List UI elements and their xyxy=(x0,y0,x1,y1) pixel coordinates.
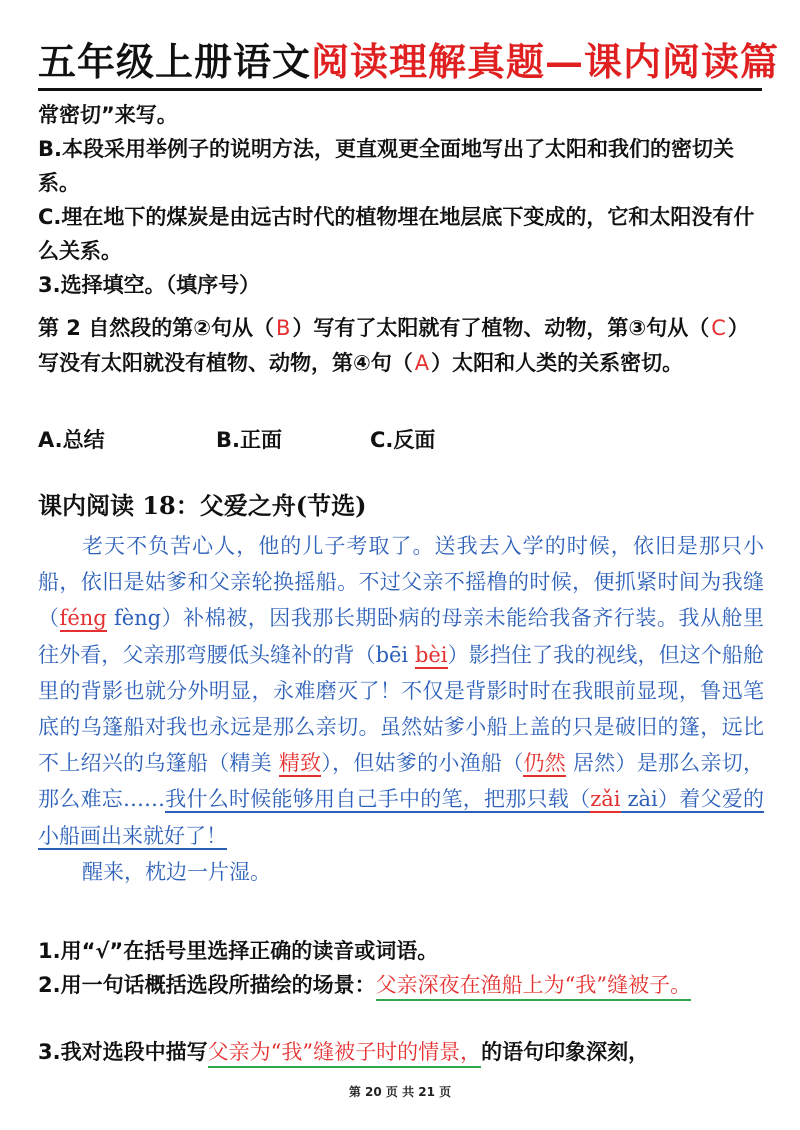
title-divider xyxy=(38,88,762,91)
question-2-answer: 父亲深夜在渔船上为“我”缝被子。 xyxy=(376,973,691,1001)
page-title xyxy=(38,38,779,86)
title-black-part: 五年级上册语文 xyxy=(38,39,312,84)
question-3-tail: 的语句印象深刻， xyxy=(481,1040,650,1064)
word-juran: 居然 xyxy=(572,751,616,776)
question-2 xyxy=(38,968,764,1002)
word-jingzhi: 精致 xyxy=(278,751,322,776)
title-red-part: 阅读理解真题—课内阅读篇 xyxy=(311,39,780,84)
word-rengran: 仍然 xyxy=(523,751,566,776)
passage-text: ）补棉被，因我那长期卧病的母亲未能给我备齐行装。我从舱里往外看，父亲那弯腰低头缝补的背（ xyxy=(38,606,765,667)
pinyin-bei-2: bèi xyxy=(414,642,448,667)
pinyin-zai-2: zài xyxy=(627,787,658,812)
option-c-text: C.埋在地下的煤炭是由远古时代的植物埋在地层底下变成的，它和太阳没有什么关系。 xyxy=(38,205,755,263)
passage-text: ）是那么亲切，那么难忘…… xyxy=(38,751,765,812)
pinyin-feng-1: féng xyxy=(59,606,107,631)
page-number: 第 20 页 共 21 页 xyxy=(348,1085,452,1099)
option-b-text: B.本段采用举例子的说明方法，更直观更全面地写出了太阳和我们的密切关系。 xyxy=(38,137,734,195)
q3-fill-label: 3.选择填空。（填序号） xyxy=(38,273,261,297)
question-1: 1.用“√”在括号里选择正确的读音或词语。 xyxy=(38,939,439,963)
passage-text: 老天不负苦心人，他的儿子考取了。送我去入学的时候，依旧是那只小船，依旧是姑爹和父亲轮换摇船。不过父亲不摇橹的时候，便抓紧时间为我缝（ xyxy=(38,534,764,631)
prev-line-cont: 常密切”来写。 xyxy=(38,103,178,127)
question-3 xyxy=(38,1035,764,1069)
q3-text-3: ）写没有太阳就没有植物、动物，第④句（ xyxy=(38,316,749,375)
pinyin-zai-1: zǎi xyxy=(590,787,621,812)
question-3-answer: 父亲为“我”缝被子时的情景， xyxy=(208,1040,481,1068)
q3-fill-sentence xyxy=(38,311,764,381)
passage-text: ）影挡住了我的视线，但这个船舱里的背影也就分外明显，永难磨灭了！不仅是背影时时在我眼前显现，鲁迅笔底的乌篷船对我也永远是那么亲切。虽然姑爹小船上盖的只是破旧的篷，远比不上绍兴的乌篷船（精美 xyxy=(38,642,764,776)
passage-paragraph-1 xyxy=(38,528,764,854)
q3-text-2: ）写有了太阳就有了植物、动物，第③句从（ xyxy=(292,316,710,340)
q3-text-1: 第 2 自然段的第②句从（ xyxy=(38,316,275,340)
section-title: 课内阅读 18：父爱之舟(节选) xyxy=(38,491,367,520)
choice-a: A.总结 xyxy=(38,428,105,452)
passage-text: 我什么时候能够用自己手中的笔，把那只载（ xyxy=(165,787,591,812)
choice-c: C.反面 xyxy=(370,428,436,452)
pinyin-bei-1: bēi xyxy=(375,642,409,667)
q3-answer-1: B xyxy=(276,316,291,340)
question-3-label: 3.我对选段中描写 xyxy=(38,1040,208,1064)
question-2-label: 2.用一句话概括选段所描绘的场景： xyxy=(38,973,376,997)
pinyin-feng-2: fèng xyxy=(113,606,162,631)
reading-passage xyxy=(38,528,764,890)
q3-answer-2: C xyxy=(711,316,726,340)
q3-text-4: ）太阳和人类的关系密切。 xyxy=(431,351,684,375)
passage-text: ），但姑爹的小渔船（ xyxy=(321,751,524,776)
choice-b: B.正面 xyxy=(216,428,282,452)
passage-text: ）着父爱的小船画出来就好了！ xyxy=(38,787,765,848)
q3-answer-3: A xyxy=(414,351,430,375)
passage-paragraph-2: 醒来，枕边一片湿。 xyxy=(82,859,271,884)
